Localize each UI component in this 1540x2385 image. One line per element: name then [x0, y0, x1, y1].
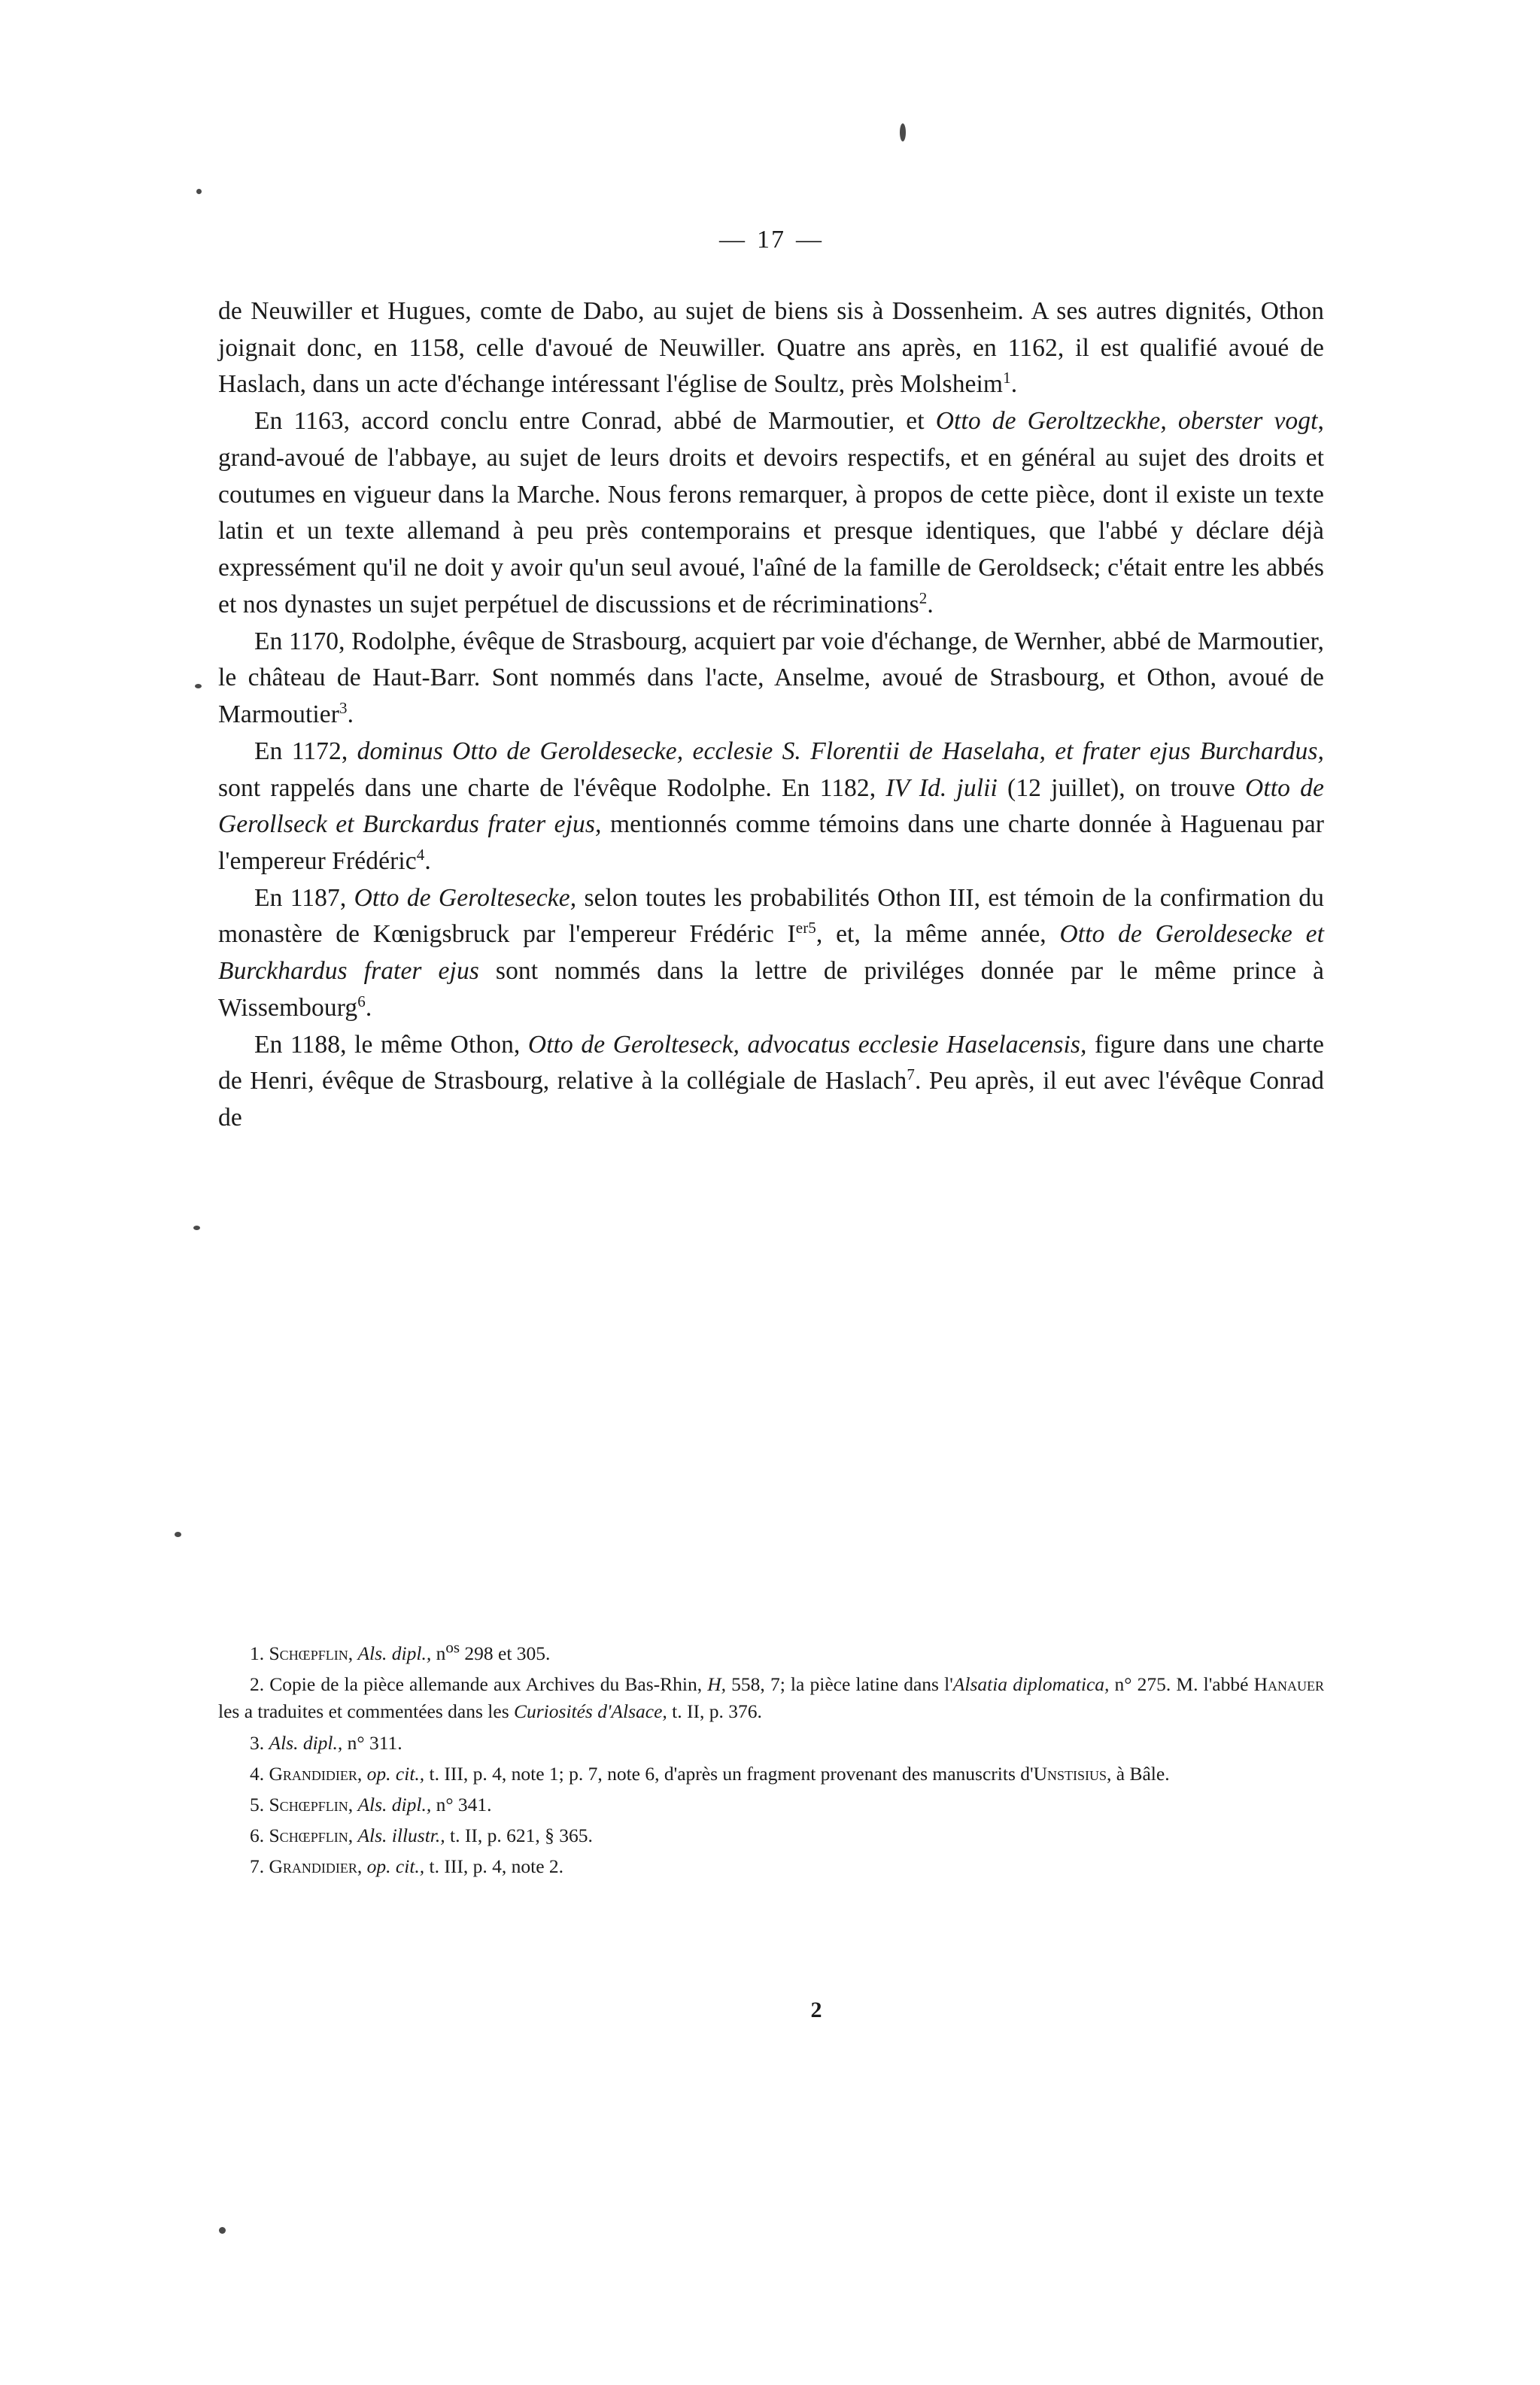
page-body: [218, 226, 1324, 1137]
text-run: , et, la même année,: [816, 920, 1060, 949]
small-caps-run: Grandidier: [269, 1855, 357, 1878]
italic-run: Alsatia diplomatica,: [952, 1673, 1110, 1696]
page-speck: [195, 684, 202, 688]
text-run: En 1172,: [254, 737, 357, 765]
text-run: 6.: [250, 1824, 269, 1847]
page-number-value: 17: [757, 226, 785, 254]
text-run: .: [365, 993, 372, 1022]
text-run: En 1188, le même Othon,: [254, 1030, 528, 1059]
text-run: sont rappelés dans une charte de l'évêque Rodolphe. En 1182,: [218, 773, 886, 802]
footnote-item: [218, 1761, 1324, 1788]
italic-run: IV Id. julii: [885, 773, 998, 802]
italic-run: Als. illustr.,: [357, 1824, 445, 1847]
italic-run: Als. dipl.,: [357, 1794, 432, 1816]
text-run: figure dans une charte de Henri, évêque de Strasbourg, relative à la collégiale de Haslach: [218, 1030, 1324, 1095]
footnote-item: [218, 1640, 1324, 1667]
page-speck: [175, 1532, 181, 1537]
italic-run: Otto de Geroldesecke et Burckhardus frater ejus: [218, 920, 1324, 986]
text-run: .: [927, 590, 934, 618]
italic-run: op. cit.,: [366, 1762, 425, 1785]
signature-mark-wrap: [218, 1998, 1324, 2023]
italic-run: Als. dipl.,: [269, 1731, 343, 1754]
italic-run: Otto de Gerollseck et Burckardus frater ejus,: [218, 773, 1324, 839]
footnote-ref: 7: [907, 1065, 915, 1084]
footnote-item: [218, 1730, 1324, 1757]
text-run: ,: [357, 1762, 367, 1785]
page-number-prefix: —: [719, 226, 746, 254]
page-speck: [193, 1226, 200, 1230]
signature-mark: 2: [810, 1998, 822, 2022]
text-run: 2. Copie de la pièce allemande aux Archives du Bas-Rhin,: [250, 1673, 708, 1696]
text-run: ,: [348, 1794, 358, 1816]
text-run: ,: [348, 1642, 358, 1664]
text-run: n: [431, 1642, 446, 1664]
text-run: 3.: [250, 1731, 269, 1754]
text-run: les a traduites et commentées dans les: [218, 1700, 514, 1723]
footnote-ref: 3: [339, 698, 348, 717]
text-run: selon toutes les probabilités Othon III, est témoin de la confirmation du monastère de Kœnigsbruck par l'empereur Frédéric I: [218, 883, 1324, 949]
page-speck: [900, 123, 906, 141]
footnote-item: [218, 1853, 1324, 1880]
text-run: t. II, p. 621, § 365.: [445, 1824, 593, 1847]
text-run: En 1187,: [254, 883, 354, 912]
body-paragraph: [218, 1027, 1324, 1137]
text-run: sont nommés dans la lettre de priviléges donnée par le même prince à Wissembourg: [218, 957, 1324, 1022]
text-run: t. III, p. 4, note 2.: [424, 1855, 564, 1878]
text-run: En 1170, Rodolphe, évêque de Strasbourg, acquiert par voie d'échange, de Wernher, abbé de Marmoutier, le château de Haut-Barr. Sont nommés dans l'acte, Anselme, avoué de Strasbourg, et Othon, avoué de Marmoutier: [218, 627, 1324, 729]
body-paragraph: [218, 403, 1324, 623]
italic-run: dominus Otto de Geroldesecke, ecclesie S. Florentii de Haselaha, et frater ejus Burchardus,: [357, 737, 1324, 765]
footnote-item: [218, 1671, 1324, 1725]
body-paragraph: [218, 880, 1324, 1027]
text-run: 7.: [250, 1855, 269, 1878]
body-paragraph: [218, 293, 1324, 403]
small-caps-run: Schœpflin: [269, 1642, 348, 1664]
footnote-ref: 1: [1003, 369, 1011, 387]
footnote-ref: 4: [416, 845, 425, 864]
small-caps-run: Schœpflin: [269, 1824, 348, 1847]
text-run: ,: [357, 1855, 367, 1878]
text-run: de Neuwiller et Hugues, comte de Dabo, au sujet de biens sis à Dossenheim. A ses autres dignités, Othon joignait donc, en 1158, celle d'avoué de Neuwiller. Quatre ans après, en 1162, il est qualifié avoué de Haslach, dans un acte d'échange intéressant l'église de Soultz, près Molsheim: [218, 297, 1324, 399]
footnote-ref: 6: [357, 992, 366, 1010]
italic-run: Als. dipl.,: [357, 1642, 432, 1664]
text-run: 5.: [250, 1794, 269, 1816]
text-run: 558, 7; la pièce latine dans l': [726, 1673, 953, 1696]
text-run: .: [424, 847, 431, 876]
text-run: (12 juillet), on trouve: [997, 773, 1246, 802]
footnote-ref: er: [795, 919, 809, 937]
text-run: 4.: [250, 1762, 269, 1785]
text-run: ,: [348, 1824, 358, 1847]
text-run: 298 et 305.: [460, 1642, 551, 1664]
footnote-list: [218, 1640, 1324, 1885]
italic-run: Otto de Gerolteseck, advocatus ecclesie Haselacensis,: [527, 1030, 1087, 1059]
italic-run: Otto de Geroltzeckhe, oberster vogt: [935, 407, 1318, 436]
text-run: .: [347, 700, 354, 729]
text-run: n° 341.: [431, 1794, 492, 1816]
page-speck: [219, 2227, 226, 2234]
text-run: En 1163, accord conclu entre Conrad, abbé de Marmoutier, et: [254, 407, 936, 436]
page-number: [218, 226, 1324, 254]
page-speck: [196, 189, 202, 194]
footnote-item: [218, 1791, 1324, 1818]
footnote-item: [218, 1822, 1324, 1849]
text-run: n° 311.: [342, 1731, 402, 1754]
small-caps-run: Grandidier: [269, 1762, 357, 1785]
text-run: 1.: [250, 1642, 269, 1664]
text-run: , à Bâle.: [1107, 1762, 1170, 1785]
body-paragraph: [218, 624, 1324, 734]
page-number-suffix: —: [796, 226, 823, 254]
footnote-ref: 5: [808, 919, 816, 937]
small-caps-run: Unstisius: [1033, 1762, 1107, 1785]
small-caps-run: Hanauer: [1253, 1673, 1325, 1696]
italic-run: Curiosités d'Alsace,: [514, 1700, 667, 1723]
text-run: . Peu après, il eut avec l'évêque Conrad de: [218, 1067, 1324, 1132]
text-run: t. II, p. 376.: [667, 1700, 762, 1723]
footnote-ref: 2: [919, 588, 928, 607]
text-run: mentionnés comme témoins dans une charte donnée à Haguenau par l'empereur Frédéric: [218, 810, 1325, 876]
text-run: .: [1010, 370, 1018, 399]
italic-run: H,: [707, 1673, 727, 1696]
text-run: t. III, p. 4, note 1; p. 7, note 6, d'après un fragment provenant des manuscrits d': [424, 1762, 1034, 1785]
footnote-ref: os: [445, 1638, 460, 1657]
text-run: n° 275. M. l'abbé: [1109, 1673, 1254, 1696]
italic-run: Otto de Geroltesecke,: [354, 883, 577, 912]
paragraph-list: [218, 293, 1324, 1137]
small-caps-run: Schœpflin: [269, 1794, 348, 1816]
text-run: , grand-avoué de l'abbaye, au sujet de leurs droits et devoirs respectifs, et en général au sujet des droits et coutumes en vigueur dans la Marche. Nous ferons remarquer, à propos de cette pièce, dont il existe un texte latin et un texte allemand à peu près contemporains et presque identiques, que l'abbé y déclare déjà expressément qu'il ne doit y avoir qu'un seul avoué, l'aîné de la famille de Geroldseck; c'était entre les abbés et nos dynastes un sujet perpétuel de discussions et de récriminations: [218, 407, 1325, 618]
body-paragraph: [218, 734, 1324, 880]
italic-run: op. cit.,: [366, 1855, 425, 1878]
